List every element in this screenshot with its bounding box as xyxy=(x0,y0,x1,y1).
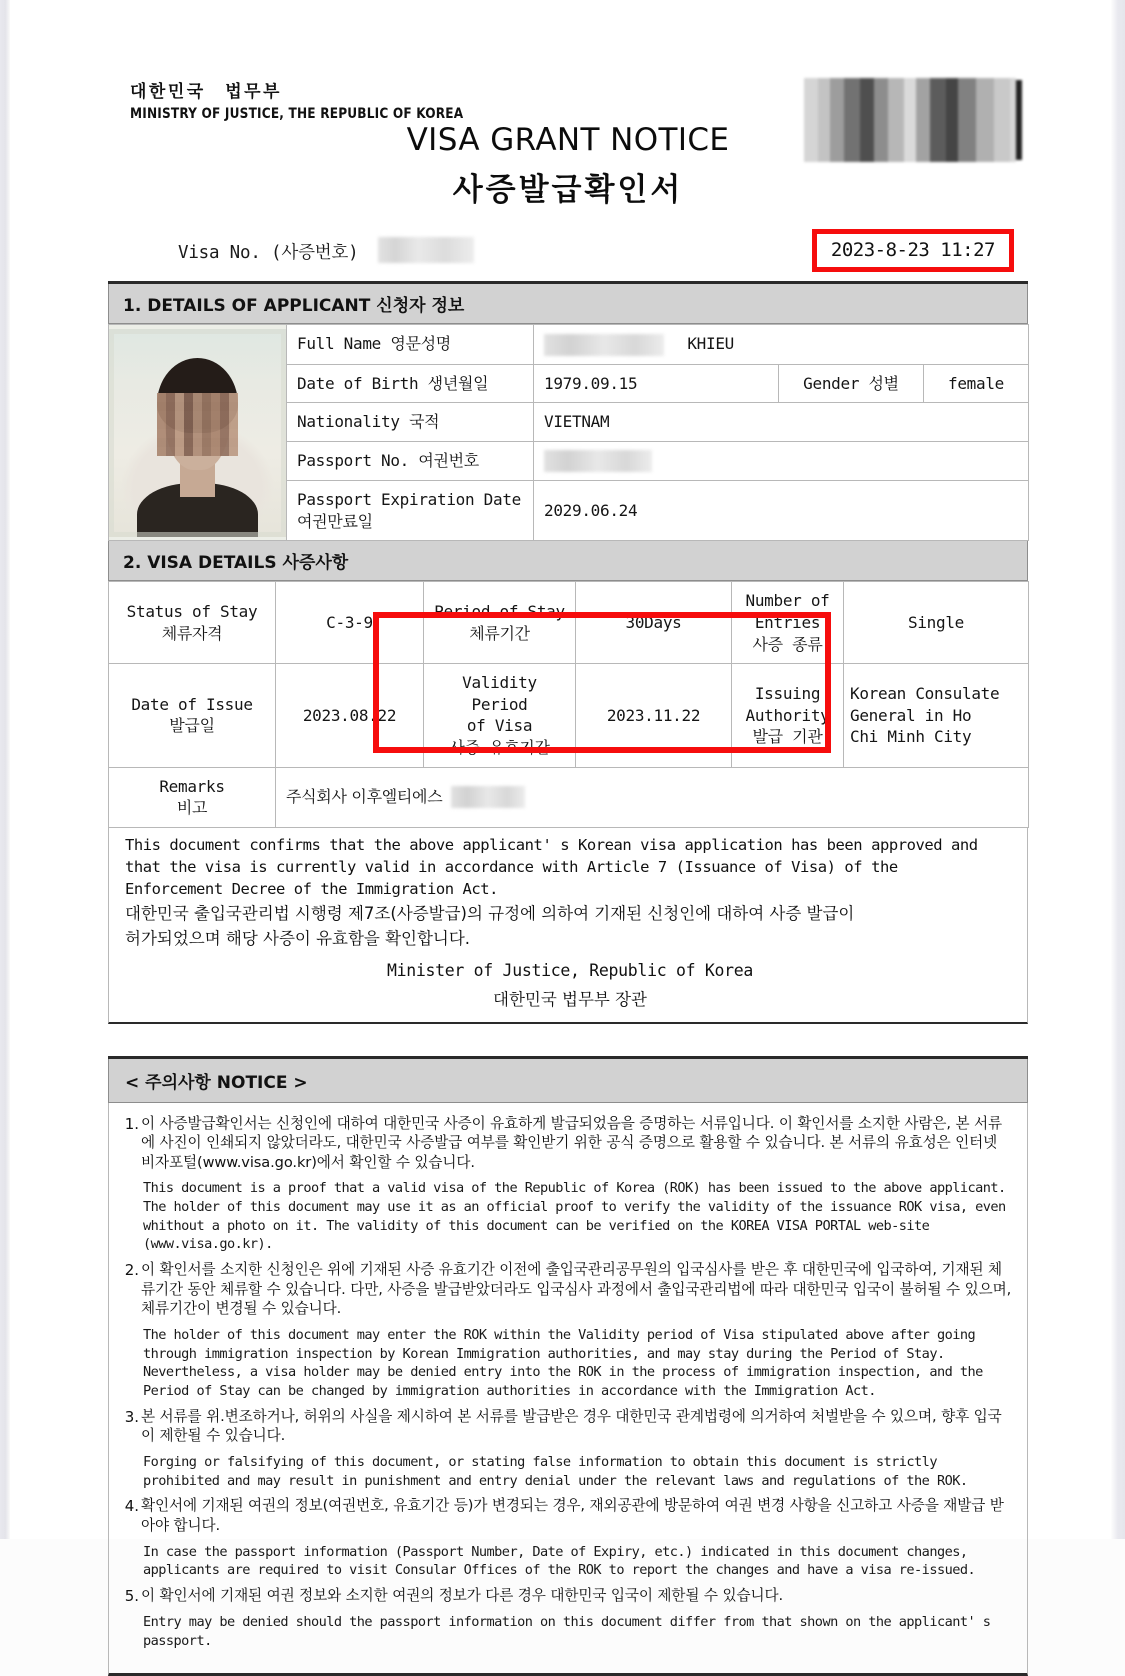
label-issuing-authority-ko: 발급 기관 xyxy=(752,727,823,747)
page-edge-left-shadow xyxy=(0,0,10,1539)
label-validity-period-ko: 사증 유효기간 xyxy=(449,737,550,757)
notice-section-header: < 주의사항 NOTICE > xyxy=(108,1059,1028,1103)
label-status-of-stay-ko: 체류자격 xyxy=(161,623,223,643)
label-number-of-entries-ko: 사증 종류 xyxy=(752,634,823,654)
confirmation-ko-line-2: 허가되었으며 해당 사증이 유효함을 확인합니다. xyxy=(125,929,471,949)
label-number-of-entries xyxy=(732,582,844,664)
notice-item-english: Entry may be denied should the passport information on this document differ from that shown on the applicant' s passport. xyxy=(143,1614,991,1649)
label-passport-expiration xyxy=(287,481,534,541)
notice-item-english: The holder of this document may enter the ROK within the Validity period of Visa stipulated above after going through immigration inspection by Korean Immigration authorities, and may stay during the Period of Stay. Nevertheless, a visa holder may be denied entry into the ROK in the process of immigration inspection, and the Period of Stay can be changed by immigration authorities in accordance with the Immigration Act. xyxy=(143,1326,983,1400)
applicant-photo xyxy=(109,329,286,537)
label-period-of-stay xyxy=(424,582,576,664)
label-issuing-authority xyxy=(732,664,844,767)
table-row xyxy=(109,767,1029,827)
visa-number-redaction xyxy=(378,237,474,263)
applicant-photo-cell xyxy=(109,325,287,541)
list-item xyxy=(119,1407,1015,1446)
page-title-english: VISA GRANT NOTICE xyxy=(406,122,730,158)
label-passport-expiration-en: Passport Expiration Date xyxy=(297,490,521,510)
table-row xyxy=(109,582,1029,664)
document-sheet xyxy=(10,0,1111,1649)
notice-item-number: 4. xyxy=(124,1497,139,1516)
label-validity-period-en-1: Validity Period xyxy=(462,673,537,714)
list-item xyxy=(119,1114,1015,1173)
value-remarks-cell xyxy=(276,767,1029,827)
confirmation-en-line-3: Enforcement Decree of the Immigration Act. xyxy=(125,879,499,898)
ministry-name-english: MINISTRY OF JUSTICE, THE REPUBLIC OF KOREA xyxy=(130,106,464,123)
label-number-of-entries-en-1: Number of xyxy=(745,591,830,611)
value-gender: female xyxy=(924,364,1029,403)
label-status-of-stay xyxy=(109,582,276,664)
value-issuing-authority-l2: General in Ho xyxy=(850,705,972,725)
issued-timestamp: 2023-8-23 11:27 xyxy=(830,239,995,261)
table-row xyxy=(109,664,1029,767)
value-period-of-stay: 30Days xyxy=(576,582,732,664)
value-passport-number-cell xyxy=(534,441,1029,481)
notice-item-korean: 이 확인서를 소지한 신청인은 위에 기재된 사증 유효기간 이전에 출입국관리공무원의 입국심사를 받은 후 대한민국에 입국하여, 기재된 체류기간 동안 체류할 수 있습니다. 다만, 사증을 발급받았더라도 입국심사 과정에서 출입국관리법에 따라 대한민국 입국이 불허될 수 있으며, 체류기간이 변경될 수 있습니다. xyxy=(141,1261,1012,1318)
notice-item-korean: 확인서에 기재된 여권의 정보(여권번호, 유효기간 등)가 변경되는 경우, 재외공관에 방문하여 여권 변경 사항을 신고하고 사증을 재발급 받아야 합니다. xyxy=(141,1497,1004,1534)
notice-item-english: In case the passport information (Passport Number, Date of Expiry, etc.) indicated in this document changes, applicants are required to visit Consular Offices of the ROK to report the changes and have a visa re-issued. xyxy=(143,1543,976,1579)
label-full-name: Full Name 영문성명 xyxy=(287,325,534,365)
visa-number-row xyxy=(108,231,1028,277)
label-validity-period xyxy=(424,664,576,767)
value-remarks: 주식회사 이후엘티에스 xyxy=(286,786,443,806)
section-header-applicant-details: 1. DETAILS OF APPLICANT 신청자 정보 xyxy=(108,284,1028,324)
label-remarks-en: Remarks xyxy=(159,776,225,796)
label-passport-number: Passport No. 여권번호 xyxy=(287,441,534,481)
label-issuing-authority-en-1: Issuing xyxy=(754,683,821,703)
value-number-of-entries: Single xyxy=(844,582,1029,664)
value-full-name-cell xyxy=(534,325,1029,365)
passport-number-redaction xyxy=(544,450,652,472)
label-nationality: Nationality 국적 xyxy=(287,403,534,442)
label-passport-expiration-ko: 여권만료일 xyxy=(297,511,373,531)
page-edge-right-shadow xyxy=(1111,0,1125,1539)
value-date-of-issue: 2023.08.22 xyxy=(276,664,424,767)
list-item xyxy=(119,1586,1015,1606)
visa-details-table xyxy=(108,581,1029,827)
applicant-details-table xyxy=(108,324,1029,541)
label-gender: Gender 성별 xyxy=(779,364,924,403)
table-row xyxy=(109,325,1029,365)
confirmation-en-line-2: that the visa is currently valid in accordance with Article 7 (Issuance of Visa) of the xyxy=(125,857,898,876)
label-issuing-authority-en-2: Authority xyxy=(745,705,830,725)
value-full-name: KHIEU xyxy=(687,334,735,353)
value-date-of-birth: 1979.09.15 xyxy=(534,364,779,403)
notice-item-english: Forging or falsifying of this document, or stating false information to obtain this document is strictly prohibited and may result in punishment and entry denial under the relevant laws and regulations of the ROK. xyxy=(143,1453,968,1489)
label-date-of-issue-ko: 발급일 xyxy=(169,716,215,736)
label-status-of-stay-en: Status of Stay xyxy=(126,602,258,622)
notice-item-number: 1. xyxy=(124,1114,139,1133)
section-header-visa-details: 2. VISA DETAILS 사증사항 xyxy=(108,541,1028,581)
label-period-of-stay-en: Period of Stay xyxy=(434,602,565,622)
value-issuing-authority xyxy=(844,664,1029,767)
visa-number-label: Visa No. (사증번호) xyxy=(178,243,359,263)
confirmation-ko-line-1: 대한민국 출입국관리법 시행령 제7조(사증발급)의 규정에 의하여 기재된 신청인에 대하여 사증 발급이 xyxy=(125,903,855,923)
list-item xyxy=(119,1496,1015,1535)
notice-item-number: 2. xyxy=(124,1261,139,1280)
page-title-korean: 사증발급확인서 xyxy=(452,172,684,208)
signatory-english: Minister of Justice, Republic of Korea xyxy=(386,960,754,980)
value-issuing-authority-l1: Korean Consulate xyxy=(850,683,1000,703)
photo-border-vignette xyxy=(109,329,286,537)
emblem-redaction-block xyxy=(804,78,1016,162)
list-item xyxy=(119,1260,1015,1319)
confirmation-statement xyxy=(108,828,1028,1024)
label-date-of-issue-en: Date of Issue xyxy=(131,694,253,714)
label-remarks xyxy=(109,767,276,827)
confirmation-en-line-1: This document confirms that the above applicant' s Korean visa application has been approved and xyxy=(125,835,978,854)
value-nationality: VIETNAM xyxy=(534,403,1029,442)
notice-body xyxy=(108,1103,1028,1676)
value-passport-expiration: 2029.06.24 xyxy=(534,481,1029,541)
notice-item-english: This document is a proof that a valid visa of the Republic of Korea (ROK) has been issued to the above applicant. The holder of this document may use it as an official proof to verify the validity of the issuance ROK visa, even whithout a photo on it. The validity of this document can be verified on the KOREA VISA PORTAL web-site (www.visa.go.kr). xyxy=(143,1180,1006,1253)
full-name-redaction xyxy=(544,334,664,356)
document-content xyxy=(108,0,1028,1676)
notice-item-number: 3. xyxy=(124,1407,139,1426)
ministry-name-korean: 대한민국 법무부 xyxy=(130,82,282,102)
label-remarks-ko: 비고 xyxy=(176,798,208,818)
signatory-korean: 대한민국 법무부 장관 xyxy=(493,989,647,1009)
value-validity-period: 2023.11.22 xyxy=(576,664,732,767)
value-issuing-authority-l3: Chi Minh City xyxy=(850,727,972,747)
remarks-redaction xyxy=(451,786,525,808)
label-number-of-entries-en-2: Entries xyxy=(754,612,821,632)
value-status-of-stay: C-3-9 xyxy=(276,582,424,664)
notice-item-korean: 본 서류를 위.변조하거나, 허위의 사실을 제시하여 본 서류를 발급받은 경우 대한민국 관계법령에 의거하여 처벌받을 수 있으며, 향후 입국이 제한될 수 있습니다. xyxy=(141,1407,1002,1445)
label-date-of-birth: Date of Birth 생년월일 xyxy=(287,364,534,403)
masthead xyxy=(108,0,1028,123)
label-date-of-issue xyxy=(109,664,276,767)
notice-item-korean: 이 사증발급확인서는 신청인에 대하여 대한민국 사증이 유효하게 발급되었음을 증명하는 서류입니다. 이 확인서를 소지한 사람은, 본 서류에 사진이 인쇄되지 않았더라도, 대한민국 사증발급 여부를 확인받기 위한 공식 증명으로 활용할 수 있습니다. 본 서류의 유효성은 인터넷 비자포털(www.visa.go.kr)에서 확인할 수 있습니다. xyxy=(141,1114,1003,1171)
notice-item-number: 5. xyxy=(124,1587,139,1606)
issued-timestamp-highlight-box xyxy=(812,229,1014,272)
notice-section xyxy=(108,1056,1028,1676)
label-period-of-stay-ko: 체류기간 xyxy=(469,623,530,643)
notice-item-korean: 이 확인서에 기재된 여권 정보와 소지한 여권의 정보가 다른 경우 대한민국 입국이 제한될 수 있습니다. xyxy=(141,1587,783,1605)
label-validity-period-en-2: of Visa xyxy=(466,716,533,736)
